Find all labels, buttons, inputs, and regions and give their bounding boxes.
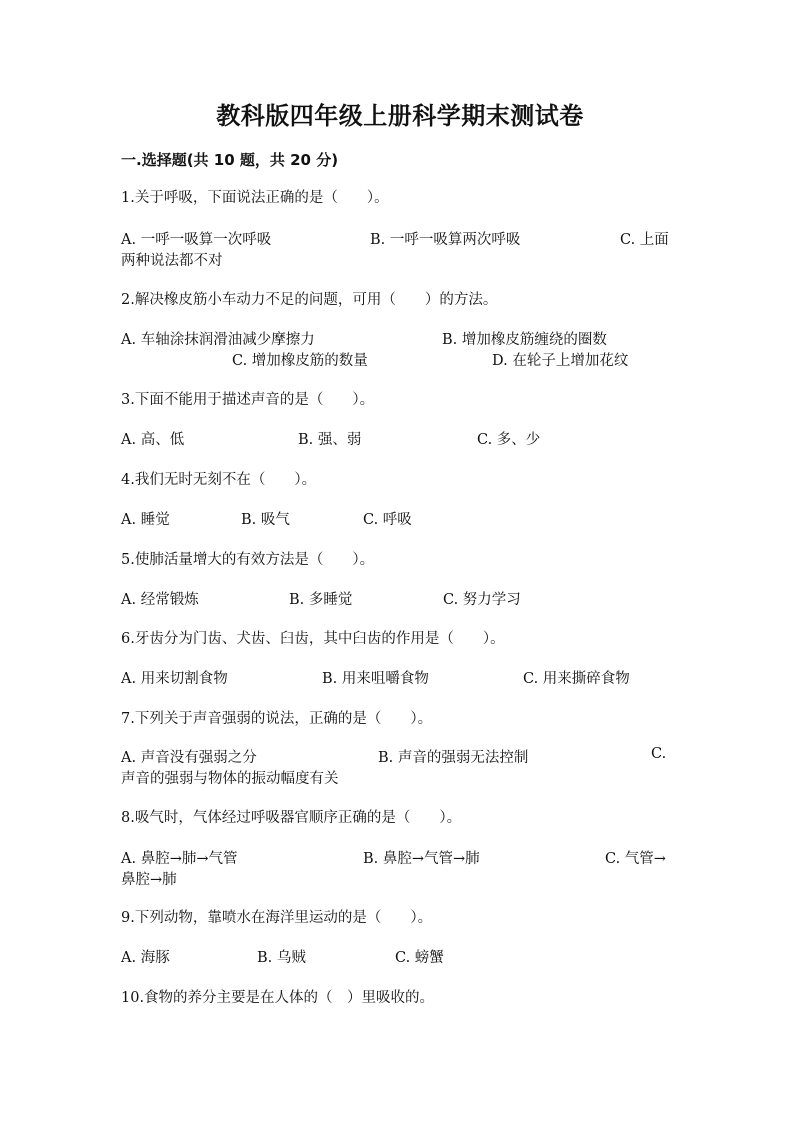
option-b: B. 声音的强弱无法控制 <box>378 750 529 766</box>
question-2-options <box>121 328 671 370</box>
question-3: 3.下面不能用于描述声音的是（ ）。 <box>121 392 375 408</box>
option-c-continued: 鼻腔→肺 <box>121 872 177 888</box>
option-a: A. 海豚 <box>121 950 170 966</box>
question-7: 7.下列关于声音强弱的说法，正确的是（ ）。 <box>121 711 433 727</box>
option-a: A. 经常锻炼 <box>121 592 199 608</box>
option-b: B. 乌贼 <box>257 950 306 966</box>
option-c: C. 螃蟹 <box>395 950 444 966</box>
question-8: 8.吸气时，气体经过呼吸器官顺序正确的是（ ）。 <box>121 810 462 826</box>
option-a: A. 声音没有强弱之分 <box>121 750 257 766</box>
option-b: B. 鼻腔→气管→肺 <box>363 851 480 867</box>
question-9-options <box>121 946 671 967</box>
question-4-options <box>121 508 671 529</box>
option-c: C. 气管→ <box>605 851 666 867</box>
option-c: C. 用来撕碎食物 <box>523 671 630 687</box>
option-a: A. 高、低 <box>121 432 185 448</box>
option-c: C. 上面 <box>620 232 669 248</box>
option-c: C. 努力学习 <box>443 592 521 608</box>
question-4: 4.我们无时无刻不在（ ）。 <box>121 472 317 488</box>
page-title: 教科版四年级上册科学期末测试卷 <box>216 102 584 130</box>
question-2: 2.解决橡皮筋小车动力不足的问题，可用（ ）的方法。 <box>121 292 498 308</box>
option-b: B. 强、弱 <box>298 432 362 448</box>
question-6: 6.牙齿分为门齿、犬齿、臼齿，其中臼齿的作用是（ ）。 <box>121 631 505 647</box>
option-b: B. 多睡觉 <box>289 592 353 608</box>
option-c: C. <box>651 746 667 762</box>
option-c-continued: 两种说法都不对 <box>121 253 223 269</box>
option-a: A. 车轴涂抹润滑油减少摩擦力 <box>121 332 315 348</box>
question-7-options <box>121 746 671 788</box>
option-b: B. 吸气 <box>241 512 290 528</box>
option-b: B. 增加橡皮筋缠绕的圈数 <box>442 332 607 348</box>
question-1: 1.关于呼吸，下面说法正确的是（ ）。 <box>121 190 389 206</box>
question-3-options <box>121 428 671 449</box>
option-c: C. 呼吸 <box>363 512 412 528</box>
question-1-options <box>121 228 671 270</box>
option-c: C. 多、少 <box>477 432 541 448</box>
option-c: C. 增加橡皮筋的数量 <box>232 353 368 369</box>
option-b: B. 用来咀嚼食物 <box>322 671 429 687</box>
option-c-continued: 声音的强弱与物体的振动幅度有关 <box>121 771 339 787</box>
option-a: A. 用来切割食物 <box>121 671 228 687</box>
option-a: A. 一呼一吸算一次呼吸 <box>121 232 272 248</box>
option-b: B. 一呼一吸算两次呼吸 <box>370 232 521 248</box>
option-d: D. 在轮子上增加花纹 <box>492 353 629 369</box>
question-5-options <box>121 588 671 609</box>
question-9: 9.下列动物，靠喷水在海洋里运动的是（ ）。 <box>121 910 433 926</box>
question-8-options <box>121 847 671 889</box>
section-heading: 一.选择题(共 10 题，共 20 分) <box>121 151 339 169</box>
option-a: A. 鼻腔→肺→气管 <box>121 851 238 867</box>
question-5: 5.使肺活量增大的有效方法是（ ）。 <box>121 552 375 568</box>
question-10: 10.食物的养分主要是在人体的（ ）里吸收的。 <box>121 990 435 1006</box>
question-6-options <box>121 667 671 688</box>
option-a: A. 睡觉 <box>121 512 170 528</box>
